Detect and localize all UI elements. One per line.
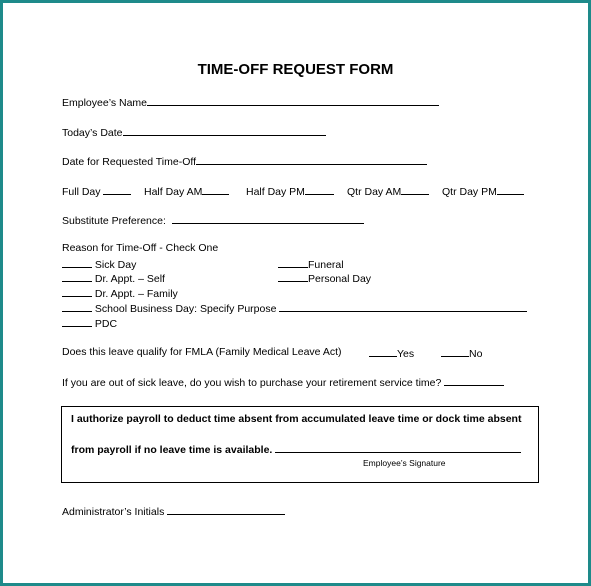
day-option-full-day [62,184,131,199]
fmla-yes-option [369,346,414,361]
reason-option-personal-day [278,271,371,286]
reason-checkbox[interactable] [62,301,92,312]
day-option-half-day-am [144,184,229,199]
signature-caption: Employee’s Signature [363,458,446,468]
day-option-label: Half Day AM [144,186,203,198]
fmla-no-label: No [469,348,483,360]
day-option-label: Half Day PM [246,186,305,198]
reason-option-label: Sick Day [94,259,137,271]
substitute-preference-row [62,213,364,228]
reason-option-label: Dr. Appt. – Family [94,288,178,300]
reason-option-label: PDC [94,318,118,330]
fmla-yes-blank[interactable] [369,346,397,357]
reason-option-label: Dr. Appt. – Self [94,273,165,285]
reason-option-school-business-day [62,301,527,316]
fmla-question: Does this leave qualify for FMLA (Family Medical Leave Act) [62,346,342,358]
day-option-blank[interactable] [305,184,334,195]
day-option-label: Qtr Day PM [442,186,497,198]
employee-name-label: Employee’s Name [62,97,148,109]
reason-checkbox[interactable] [62,271,92,282]
reason-checkbox[interactable] [62,316,92,327]
reason-checkbox[interactable] [62,286,92,297]
authorization-line-2: from payroll if no leave time is available. [71,444,273,456]
date-requested-field[interactable] [196,154,427,165]
date-requested-label: Date for Requested Time-Off [62,156,197,168]
reason-option-label: Funeral [308,259,344,271]
sick-leave-row [62,375,504,390]
administrator-initials-label: Administrator’s Initials [62,506,165,518]
day-option-blank[interactable] [401,184,429,195]
day-option-label: Qtr Day AM [347,186,402,198]
date-requested-row [62,154,427,169]
reason-option-dr-appt-family [62,286,178,301]
reason-option-pdc [62,316,117,331]
reason-option-funeral [278,257,344,272]
specify-purpose-field[interactable] [279,301,527,312]
time-off-request-form [3,3,588,583]
day-option-blank[interactable] [202,184,229,195]
reason-option-sick-day [62,257,136,272]
todays-date-field[interactable] [123,125,326,136]
fmla-no-option [441,346,482,361]
fmla-no-blank[interactable] [441,346,469,357]
day-option-blank[interactable] [103,184,131,195]
sick-leave-answer-field[interactable] [444,375,504,386]
authorization-line-1: I authorize payroll to deduct time absent from accumulated leave time or dock time absent [71,413,522,425]
administrator-initials-row [62,504,285,519]
day-option-half-day-pm [246,184,334,199]
reason-checkbox[interactable] [62,257,92,268]
employee-name-field[interactable] [147,95,439,106]
employee-signature-field[interactable] [275,442,521,453]
reason-checkbox[interactable] [278,257,308,268]
fmla-yes-label: Yes [397,348,415,360]
substitute-preference-label: Substitute Preference: [62,215,166,227]
day-option-blank[interactable] [497,184,524,195]
reason-option-label: Personal Day [308,273,372,285]
employee-name-row [62,95,439,110]
day-option-label: Full Day [62,186,101,198]
reason-option-label: School Business Day: Specify Purpose [94,303,277,315]
sick-leave-question: If you are out of sick leave, do you wish to purchase your retirement service time? [62,377,442,389]
reason-option-dr-appt-self [62,271,165,286]
administrator-initials-field[interactable] [167,504,285,515]
form-title: TIME-OFF REQUEST FORM [197,61,394,78]
substitute-preference-field[interactable] [172,213,364,224]
reason-heading: Reason for Time-Off - Check One [62,242,219,254]
day-option-qtr-day-pm [442,184,524,199]
authorization-box [61,406,539,483]
todays-date-row [62,125,326,140]
authorization-line-2-row [71,442,521,457]
day-option-qtr-day-am [347,184,429,199]
reason-checkbox[interactable] [278,271,308,282]
todays-date-label: Today’s Date [62,127,123,139]
